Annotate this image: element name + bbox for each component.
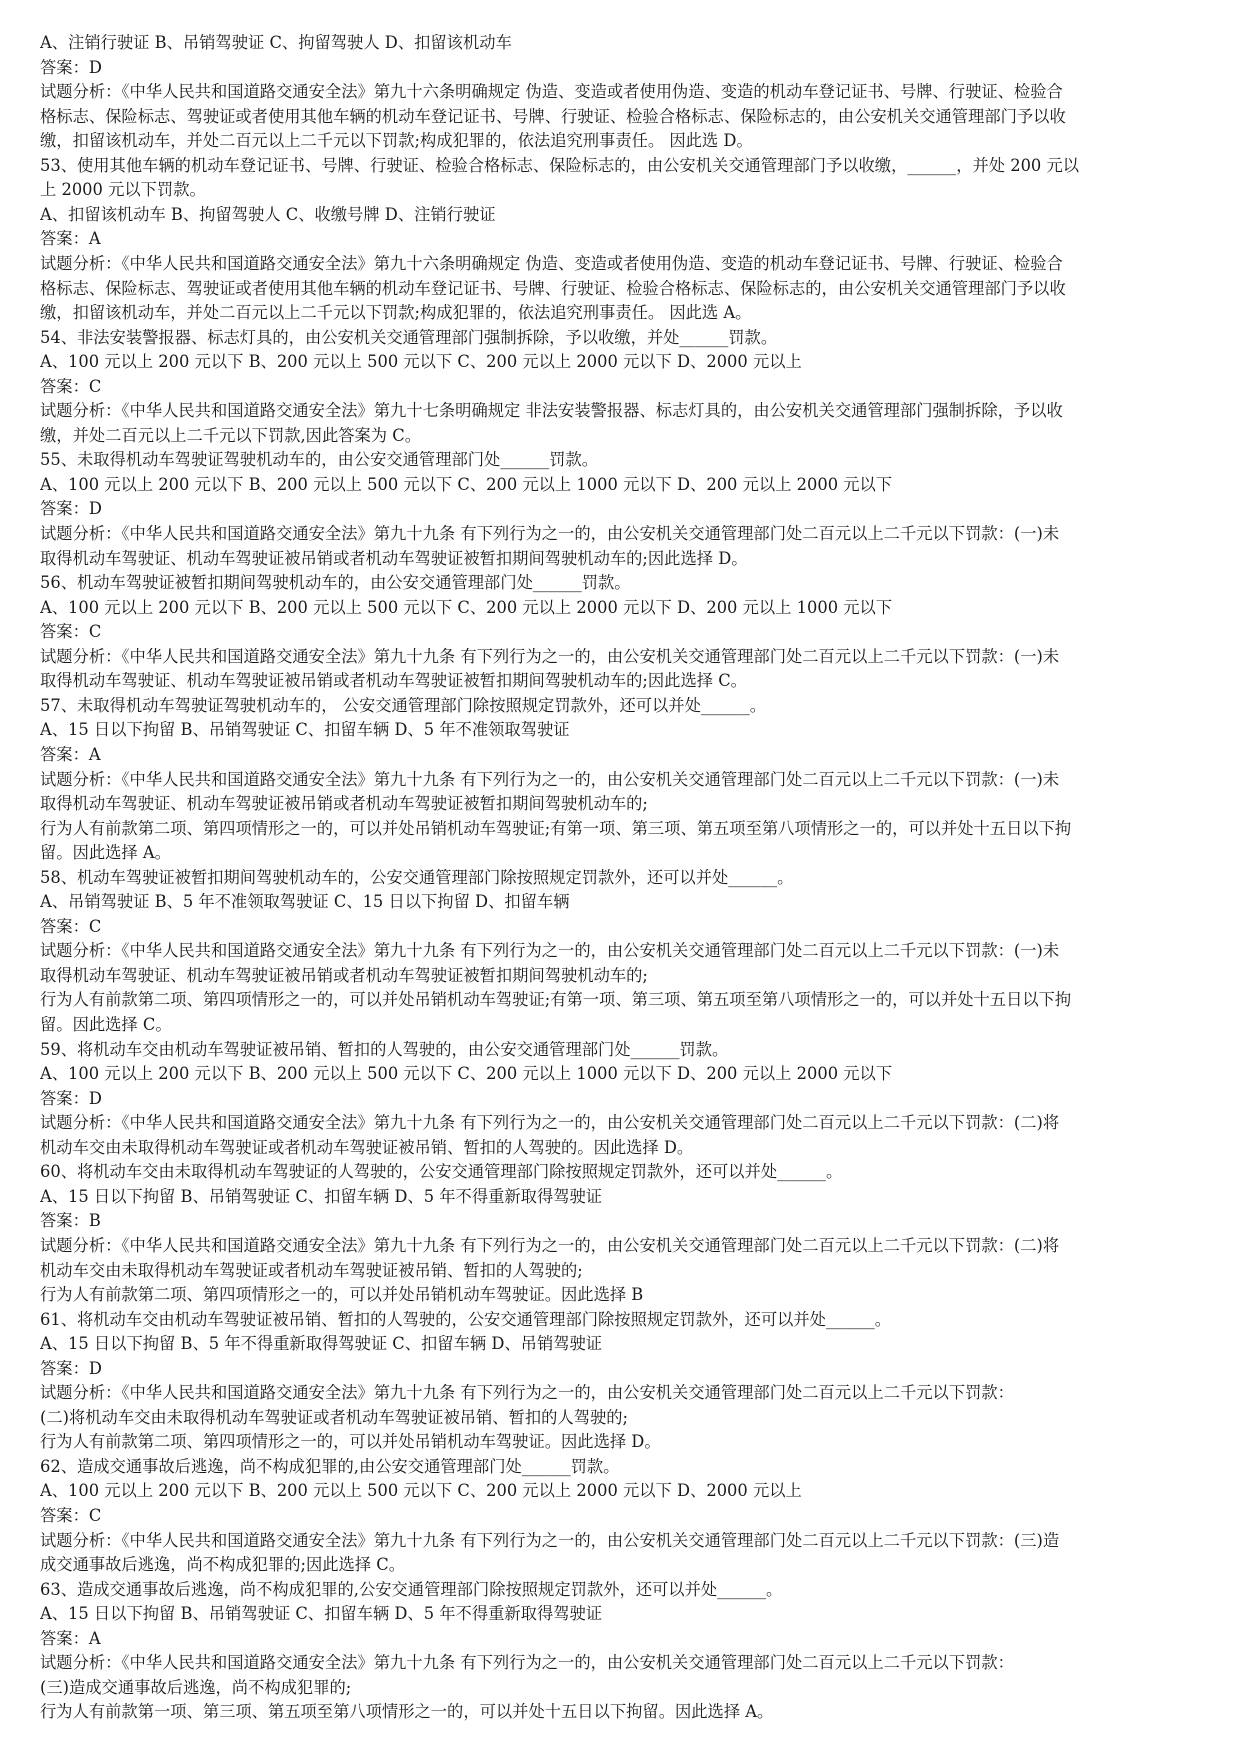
text-line: 试题分析：《中华人民共和国道路交通安全法》第九十九条 有下列行为之一的，由公安机关交通管理部门处二百元以上二千元以下罚款：(一)未 xyxy=(40,941,1060,961)
text-line: 61、将机动车交由机动车驾驶证被吊销、暂扣的人驾驶的，公安交通管理部门除按照规定罚款外，还可以并处______。 xyxy=(40,1309,892,1329)
text-line: A、注销行驶证 B、吊销驾驶证 C、拘留驾驶人 D、扣留该机动车 xyxy=(40,33,512,52)
text-line: 试题分析：《中华人民共和国道路交通安全法》第九十九条 有下列行为之一的，由公安机关交通管理部门处二百元以上二千元以下罚款：(二)将 xyxy=(40,1113,1060,1133)
text-line: 试题分析：《中华人民共和国道路交通安全法》第九十九条 有下列行为之一的，由公安机关交通管理部门处二百元以上二千元以下罚款： xyxy=(40,1383,1014,1403)
text-line: 60、将机动车交由未取得机动车驾驶证的人驾驶的，公安交通管理部门除按照规定罚款外，还可以并处______。 xyxy=(40,1162,843,1182)
text-line: A、扣留该机动车 B、拘留驾驶人 C、收缴号牌 D、注销行驶证 xyxy=(40,204,496,224)
text-line: 取得机动车驾驶证、机动车驾驶证被吊销或者机动车驾驶证被暂扣期间驾驶机动车的;因此选择 D。 xyxy=(40,548,748,568)
text-line: 机动车交由未取得机动车驾驶证或者机动车驾驶证被吊销、暂扣的人驾驶的; xyxy=(40,1260,583,1280)
text-line: A、100 元以上 200 元以下 B、200 元以上 500 元以下 C、200 元以上 2000 元以下 D、200 元以上 1000 元以下 xyxy=(40,597,893,617)
text-line: 试题分析：《中华人民共和国道路交通安全法》第九十九条 有下列行为之一的，由公安机关交通管理部门处二百元以上二千元以下罚款：(一)未 xyxy=(40,646,1060,666)
text-line: 缴，扣留该机动车，并处二百元以上二千元以下罚款;构成犯罪的，依法追究刑事责任。 因此选 A。 xyxy=(40,303,752,323)
text-line: 答案：A xyxy=(40,229,101,249)
text-line: A、100 元以上 200 元以下 B、200 元以上 500 元以下 C、200 元以上 2000 元以下 D、2000 元以上 xyxy=(40,1481,802,1501)
text-line: 54、非法安装警报器、标志灯具的，由公安机关交通管理部门强制拆除，予以收缴，并处______罚款。 xyxy=(40,327,778,347)
text-line: 试题分析：《中华人民共和国道路交通安全法》第九十九条 有下列行为之一的，由公安机关交通管理部门处二百元以上二千元以下罚款：(一)未 xyxy=(40,524,1060,543)
text-line: 56、机动车驾驶证被暂扣期间驾驶机动车的，由公安交通管理部门处______罚款。 xyxy=(40,573,631,593)
text-line: A、100 元以上 200 元以下 B、200 元以上 500 元以下 C、200 元以上 2000 元以下 D、2000 元以上 xyxy=(40,352,802,372)
text-line: 62、造成交通事故后逃逸，尚不构成犯罪的,由公安交通管理部门处______罚款。 xyxy=(40,1456,620,1476)
text-line: 格标志、保险标志、驾驶证或者使用其他车辆的机动车登记证书、号牌、行驶证、检验合格标志、保险标志的，由公安机关交通管理部门予以收 xyxy=(40,106,1066,126)
text-line: A、吊销驾驶证 B、5 年不准领取驾驶证 C、15 日以下拘留 D、扣留车辆 xyxy=(40,892,570,912)
text-line: 答案：C xyxy=(40,622,102,642)
text-line: 57、未取得机动车驾驶证驾驶机动车的， 公安交通管理部门除按照规定罚款外，还可以并处______。 xyxy=(40,695,766,715)
text-line: 答案：C xyxy=(40,916,102,936)
text-line: 试题分析：《中华人民共和国道路交通安全法》第九十六条明确规定 伪造、变造或者使用伪造、变造的机动车登记证书、号牌、行驶证、检验合 xyxy=(40,253,1063,273)
text-line: 答案：D xyxy=(40,1358,102,1378)
text-line: 行为人有前款第二项、第四项情形之一的，可以并处吊销机动车驾驶证。因此选择 B xyxy=(40,1285,644,1305)
text-line: 试题分析：《中华人民共和国道路交通安全法》第九十九条 有下列行为之一的，由公安机关交通管理部门处二百元以上二千元以下罚款：(三)造 xyxy=(40,1530,1060,1550)
text-line: A、15 日以下拘留 B、吊销驾驶证 C、扣留车辆 D、5 年不得重新取得驾驶证 xyxy=(40,1604,603,1624)
text-line: 答案：A xyxy=(40,744,101,764)
text-line: 行为人有前款第二项、第四项情形之一的，可以并处吊销机动车驾驶证。因此选择 D。 xyxy=(40,1432,661,1452)
text-line: 答案：C xyxy=(40,1506,102,1525)
text-line: 答案：B xyxy=(40,1211,101,1231)
text-line: 试题分析：《中华人民共和国道路交通安全法》第九十九条 有下列行为之一的，由公安机关交通管理部门处二百元以上二千元以下罚款：(二)将 xyxy=(40,1235,1060,1255)
text-line: 格标志、保险标志、驾驶证或者使用其他车辆的机动车登记证书、号牌、行驶证、检验合格标志、保险标志的，由公安机关交通管理部门予以收 xyxy=(40,278,1066,298)
text-line: 缴，并处二百元以上二千元以下罚款,因此答案为 C。 xyxy=(40,425,421,445)
text-line: 63、造成交通事故后逃逸，尚不构成犯罪的,公安交通管理部门除按照规定罚款外，还可以并处______。 xyxy=(40,1579,783,1599)
text-line: 行为人有前款第二项、第四项情形之一的，可以并处吊销机动车驾驶证;有第一项、第三项、第五项至第八项情形之一的，可以并处十五日以下拘 xyxy=(40,990,1072,1010)
text-line: 试题分析：《中华人民共和国道路交通安全法》第九十七条明确规定 非法安装警报器、标志灯具的，由公安机关交通管理部门强制拆除，予以收 xyxy=(40,401,1063,421)
text-line: (二)将机动车交由未取得机动车驾驶证或者机动车驾驶证被吊销、暂扣的人驾驶的; xyxy=(40,1407,629,1427)
text-line: 59、将机动车交由机动车驾驶证被吊销、暂扣的人驾驶的，由公安交通管理部门处______罚款。 xyxy=(40,1039,729,1059)
text-line: 答案：C xyxy=(40,376,102,396)
text-line: 试题分析：《中华人民共和国道路交通安全法》第九十九条 有下列行为之一的，由公安机关交通管理部门处二百元以上二千元以下罚款：(一)未 xyxy=(40,769,1060,789)
text-line: 缴，扣留该机动车，并处二百元以上二千元以下罚款;构成犯罪的，依法追究刑事责任。 因此选 D。 xyxy=(40,131,753,151)
text-line: 上 2000 元以下罚款。 xyxy=(40,180,206,200)
text-line: A、100 元以上 200 元以下 B、200 元以上 500 元以下 C、200 元以上 1000 元以下 D、200 元以上 2000 元以下 xyxy=(40,474,893,494)
text-line: 答案：D xyxy=(40,1088,102,1108)
text-line: A、100 元以上 200 元以下 B、200 元以上 500 元以下 C、200 元以上 1000 元以下 D、200 元以上 2000 元以下 xyxy=(40,1064,893,1084)
text-line: 答案：D xyxy=(40,57,102,77)
text-line: 留。因此选择 A。 xyxy=(40,843,171,863)
text-line: 试题分析：《中华人民共和国道路交通安全法》第九十六条明确规定 伪造、变造或者使用伪造、变造的机动车登记证书、号牌、行驶证、检验合 xyxy=(40,82,1063,102)
text-line: 机动车交由未取得机动车驾驶证或者机动车驾驶证被吊销、暂扣的人驾驶的。因此选择 D。 xyxy=(40,1137,694,1157)
text-line: 成交通事故后逃逸，尚不构成犯罪的;因此选择 C。 xyxy=(40,1555,406,1575)
text-line: A、15 日以下拘留 B、5 年不得重新取得驾驶证 C、扣留车辆 D、吊销驾驶证 xyxy=(40,1334,603,1354)
text-line: (三)造成交通事故后逃逸，尚不构成犯罪的; xyxy=(40,1677,352,1697)
text-line: 58、机动车驾驶证被暂扣期间驾驶机动车的，公安交通管理部门除按照规定罚款外，还可以并处______。 xyxy=(40,867,794,887)
text-line: 取得机动车驾驶证、机动车驾驶证被吊销或者机动车驾驶证被暂扣期间驾驶机动车的; xyxy=(40,794,648,814)
text-line: 53、使用其他车辆的机动车登记证书、号牌、行驶证、检验合格标志、保险标志的，由公安机关交通管理部门予以收缴，______，并处 200 元以 xyxy=(40,155,1080,175)
text-line: 答案：D xyxy=(40,499,102,519)
text-line: 取得机动车驾驶证、机动车驾驶证被吊销或者机动车驾驶证被暂扣期间驾驶机动车的;因此选择 C。 xyxy=(40,671,747,691)
text-line: 试题分析：《中华人民共和国道路交通安全法》第九十九条 有下列行为之一的，由公安机关交通管理部门处二百元以上二千元以下罚款： xyxy=(40,1653,1014,1673)
text-line: 留。因此选择 C。 xyxy=(40,1015,172,1034)
text-line: A、15 日以下拘留 B、吊销驾驶证 C、扣留车辆 D、5 年不得重新取得驾驶证 xyxy=(40,1186,603,1206)
text-line: 行为人有前款第一项、第三项、第五项至第八项情形之一的，可以并处十五日以下拘留。因此选择 A。 xyxy=(40,1702,774,1722)
text-line: 行为人有前款第二项、第四项情形之一的，可以并处吊销机动车驾驶证;有第一项、第三项、第五项至第八项情形之一的，可以并处十五日以下拘 xyxy=(40,818,1072,838)
text-line: 55、未取得机动车驾驶证驾驶机动车的，由公安交通管理部门处______罚款。 xyxy=(40,450,599,470)
text-line: 取得机动车驾驶证、机动车驾驶证被吊销或者机动车驾驶证被暂扣期间驾驶机动车的; xyxy=(40,965,648,985)
text-line: 答案：A xyxy=(40,1628,101,1648)
text-line: A、15 日以下拘留 B、吊销驾驶证 C、扣留车辆 D、5 年不准领取驾驶证 xyxy=(40,720,570,740)
